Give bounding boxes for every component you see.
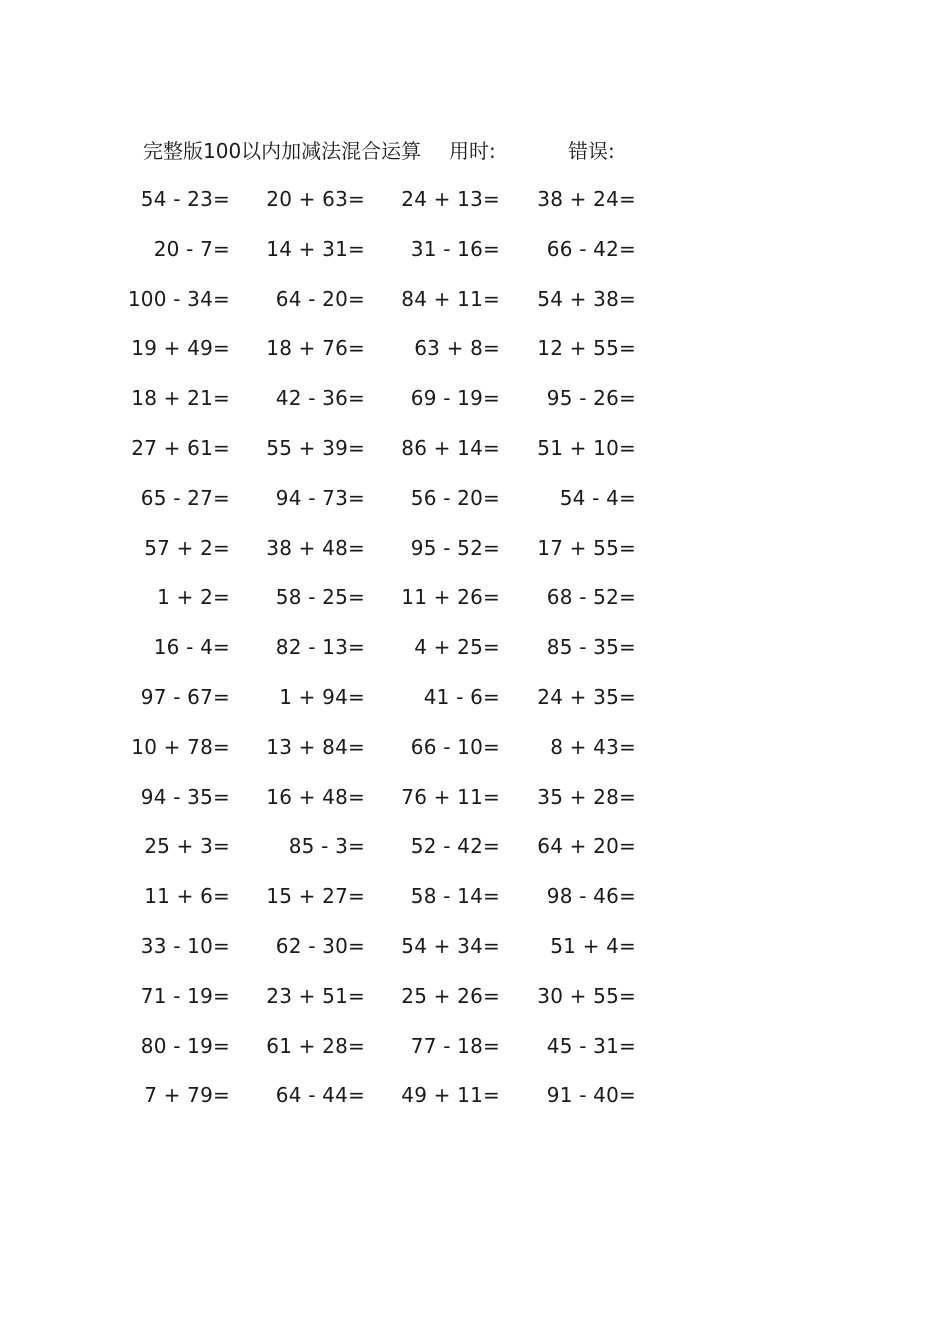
problem-item: 68 - 52= <box>546 585 636 610</box>
problem-item: 52 - 42= <box>410 834 500 859</box>
problem-item: 64 + 20= <box>537 834 636 859</box>
problem-item: 69 - 19= <box>410 386 500 411</box>
problem-item: 95 - 26= <box>546 386 636 411</box>
problem-item: 55 + 39= <box>266 436 365 460</box>
problem-item: 12 + 55= <box>537 336 636 361</box>
problem-item: 71 - 19= <box>140 983 230 1008</box>
problem-item: 54 + 38= <box>537 286 636 311</box>
problem-item: 8 + 43= <box>550 734 636 759</box>
problem-item: 14 + 31= <box>266 236 365 261</box>
problem-item: 13 + 84= <box>266 734 365 759</box>
problem-item: 16 - 4= <box>153 635 230 660</box>
worksheet-title: 完整版100以内加减法混合运算 <box>143 139 422 163</box>
problem-item: 51 + 10= <box>537 436 636 460</box>
problem-item: 54 - 23= <box>140 187 230 211</box>
errors-label: 错误: <box>568 139 615 163</box>
problem-item: 56 - 20= <box>410 485 500 510</box>
problem-item: 54 + 34= <box>401 934 500 958</box>
problem-item: 7 + 79= <box>144 1083 230 1108</box>
problem-item: 30 + 55= <box>537 983 636 1008</box>
problem-item: 98 - 46= <box>546 884 636 909</box>
problem-item: 65 - 27= <box>140 485 230 510</box>
problem-item: 10 + 78= <box>131 734 230 759</box>
problem-item: 76 + 11= <box>401 784 500 809</box>
problem-item: 94 - 35= <box>140 784 230 809</box>
problem-item: 86 + 14= <box>401 436 500 460</box>
problem-item: 24 + 13= <box>401 187 500 211</box>
problem-item: 82 - 13= <box>275 635 365 660</box>
problem-item: 85 - 3= <box>288 834 365 859</box>
problem-item: 33 - 10= <box>140 934 230 958</box>
problem-item: 42 - 36= <box>275 386 365 411</box>
problem-item: 11 + 26= <box>401 585 500 610</box>
problem-item: 100 - 34= <box>127 286 230 311</box>
problem-item: 1 + 94= <box>279 685 365 709</box>
problem-item: 25 + 3= <box>144 834 230 859</box>
problem-item: 27 + 61= <box>131 436 230 460</box>
problem-item: 84 + 11= <box>401 286 500 311</box>
problem-item: 18 + 76= <box>266 336 365 361</box>
problem-item: 20 - 7= <box>153 236 230 261</box>
problem-item: 41 - 6= <box>423 685 500 709</box>
problem-item: 24 + 35= <box>537 685 636 709</box>
problem-item: 51 + 4= <box>550 934 636 958</box>
problem-item: 35 + 28= <box>537 784 636 809</box>
time-used-label: 用时: <box>449 139 496 163</box>
problem-item: 45 - 31= <box>546 1033 636 1058</box>
problem-item: 58 - 14= <box>410 884 500 909</box>
problem-item: 97 - 67= <box>140 685 230 709</box>
problem-item: 61 + 28= <box>266 1033 365 1058</box>
problem-item: 77 - 18= <box>410 1033 500 1058</box>
problem-item: 94 - 73= <box>275 485 365 510</box>
problem-item: 38 + 48= <box>266 535 365 560</box>
problem-item: 64 - 44= <box>275 1083 365 1108</box>
problem-item: 63 + 8= <box>414 336 500 361</box>
problem-item: 66 - 42= <box>546 236 636 261</box>
problem-item: 58 - 25= <box>275 585 365 610</box>
problem-item: 16 + 48= <box>266 784 365 809</box>
problem-item: 49 + 11= <box>401 1083 500 1108</box>
problem-item: 91 - 40= <box>546 1083 636 1108</box>
problem-item: 85 - 35= <box>546 635 636 660</box>
problem-item: 1 + 2= <box>157 585 230 610</box>
problem-item: 23 + 51= <box>266 983 365 1008</box>
problem-item: 15 + 27= <box>266 884 365 909</box>
problem-item: 54 - 4= <box>559 485 636 510</box>
problem-item: 57 + 2= <box>144 535 230 560</box>
problem-item: 66 - 10= <box>410 734 500 759</box>
problem-item: 4 + 25= <box>414 635 500 660</box>
problem-item: 95 - 52= <box>410 535 500 560</box>
problem-item: 20 + 63= <box>266 187 365 211</box>
problem-item: 31 - 16= <box>410 236 500 261</box>
problem-item: 18 + 21= <box>131 386 230 411</box>
problem-item: 38 + 24= <box>537 187 636 211</box>
problem-item: 62 - 30= <box>275 934 365 958</box>
problem-item: 17 + 55= <box>537 535 636 560</box>
problem-item: 80 - 19= <box>140 1033 230 1058</box>
problem-item: 19 + 49= <box>131 336 230 361</box>
problem-item: 11 + 6= <box>144 884 230 909</box>
problem-item: 25 + 26= <box>401 983 500 1008</box>
problem-item: 64 - 20= <box>275 286 365 311</box>
